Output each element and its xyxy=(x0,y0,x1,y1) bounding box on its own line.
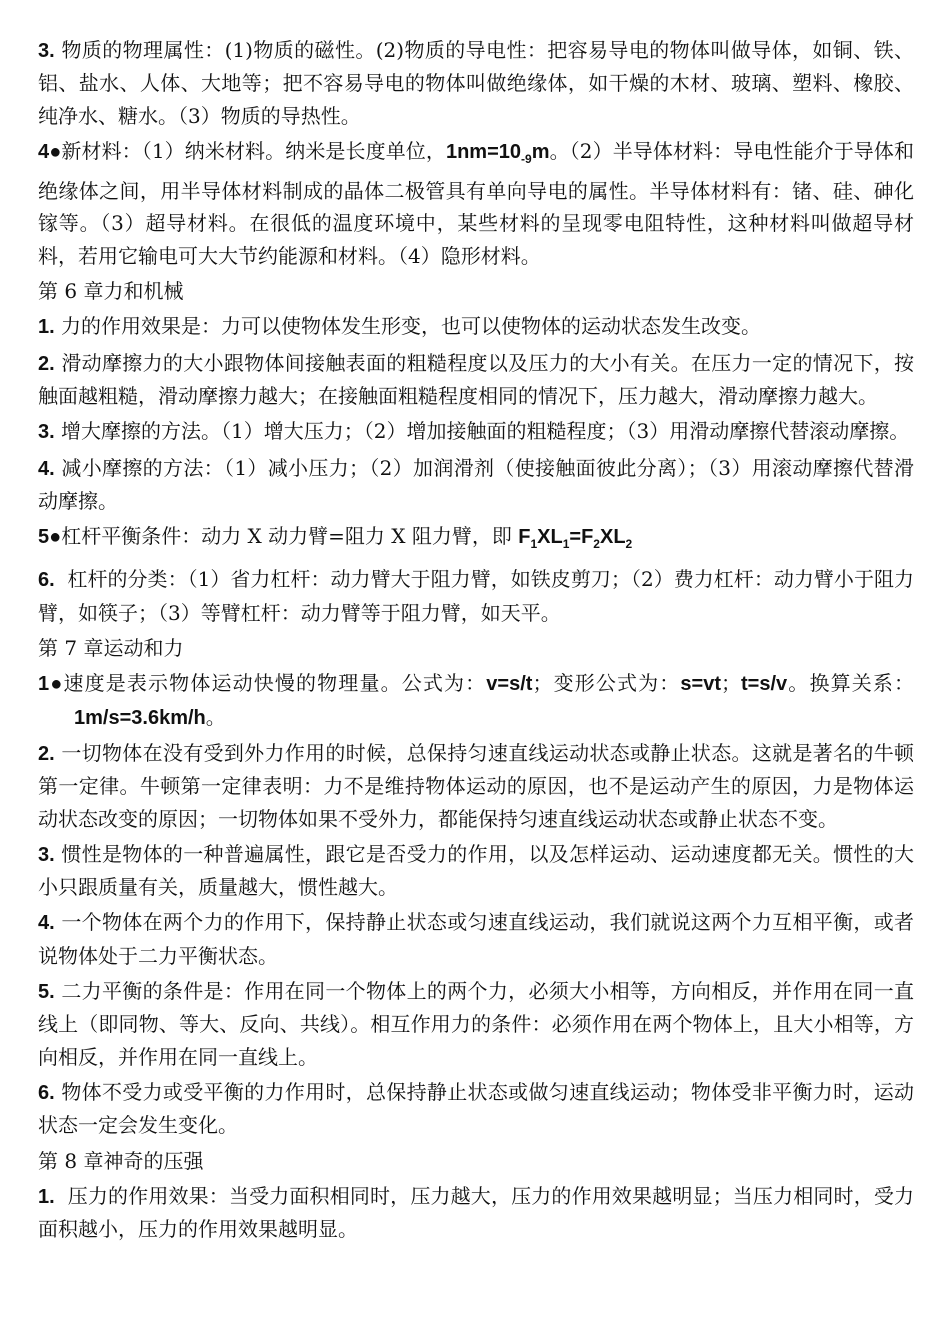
chapter-7-heading: 第 7 章运动和力 xyxy=(38,636,184,661)
paragraph-force-effect xyxy=(38,310,914,343)
lever-formula: $F_1XL_1=F_2XL_2$ xyxy=(518,526,633,552)
paragraph-text: 。（2）半导体材料：导电性能介于导体和绝缘体之间，用半导体材料制成的晶体二极管具有单向导电的属性。半导体材料有：锗、硅、砷化镓等。（3）超导材料。在很低的温度环境中，某些材料的呈现零电阻特性，这种材料叫做超导材料，若用它输电可大大节约能源和材料。（4）隐形材料。 xyxy=(38,138,914,268)
paragraph-text: 增大摩擦的方法。（1）增大压力；（2）增加接触面的粗糙程度；（3）用滑动摩擦代替滚动摩擦。 xyxy=(61,419,910,444)
chapter-8-heading: 第 8 章神奇的压强 xyxy=(38,1148,204,1173)
paragraph-text: 一个物体在两个力的作用下，保持静止状态或匀速直线运动，我们就说这两个力互相平衡，或者说物体处于二力平衡状态。 xyxy=(38,910,915,968)
item-number: 4● xyxy=(38,140,62,163)
paragraph-text: 滑动摩擦力的大小跟物体间接触表面的粗糙程度以及压力的大小有关。在压力一定的情况下，按触面越粗糙，滑动摩擦力越大；在接触面粗糙程度相同的情况下，压力越大，滑动摩擦力越大。 xyxy=(38,350,915,408)
paragraph-increase-friction xyxy=(38,415,914,448)
item-number: 1. xyxy=(38,1185,55,1208)
paragraph-force-balance xyxy=(38,906,914,972)
paragraph-text: ；变形公式为： xyxy=(532,671,681,696)
paragraph-text: 减小摩擦的方法：（1）减小压力；（2）加润滑剂（使接触面彼此分离）；（3）用滚动摩擦代替滑动摩擦。 xyxy=(38,455,914,513)
item-number: 3. xyxy=(38,421,55,444)
paragraph-speed xyxy=(38,667,914,734)
paragraph-text: 。换算关系： xyxy=(787,671,915,696)
item-number: 5. xyxy=(38,981,55,1004)
paragraph-text: 力的作用效果是：力可以使物体发生形变，也可以使物体的运动状态发生改变。 xyxy=(61,314,762,339)
item-number: 1● xyxy=(38,673,64,696)
paragraph-inertia xyxy=(38,838,914,904)
paragraph-lever-types xyxy=(38,563,914,629)
paragraph-text: 二力平衡的条件是：作用在同一个物体上的两个力，必须大小相等，方向相反，并作用在同一直线上（即同物、等大、反向、共线）。相互作用力的条件：必须作用在两个物体上，且大小相等，方向相反，并作用在同一直线上。 xyxy=(38,979,915,1069)
paragraph-text: 杠杆的分类：（1）省力杠杆：动力臂大于阻力臂，如铁皮剪刀；（2）费力杠杆：动力臂小于阻力臂，如筷子；（3）等臂杠杆：动力臂等于阻力臂，如天平。 xyxy=(38,567,914,625)
paragraph-pressure-effect xyxy=(38,1180,914,1246)
paragraph-motion-state xyxy=(38,1076,914,1142)
item-number: 3. xyxy=(38,40,55,62)
paragraph-text: 物质的物理属性：(1)物质的磁性。(2)物质的导电性：把容易导电的物体叫做导体，如铜、铁、铝、盐水、人体、大地等；把不容易导电的物体叫做绝缘体，如干燥的木材、玻璃、塑料、橡胶、纯净水、糖水。（3）物质的导热性。 xyxy=(38,38,914,128)
item-number: 3. xyxy=(38,843,55,866)
item-number: 2. xyxy=(38,742,55,765)
paragraph-text: 新材料：（1）纳米材料。纳米是长度单位， xyxy=(61,138,446,163)
paragraph-text: 。 xyxy=(205,704,226,729)
paragraph-newton-first-law xyxy=(38,737,914,835)
distance-formula: s=vt xyxy=(680,673,722,696)
paragraph-text: 惯性是物体的一种普遍属性，跟它是否受力的作用，以及怎样运动、运动速度都无关。惯性的大小只跟质量有关，质量越大，惯性越大。 xyxy=(38,841,915,900)
paragraph-sliding-friction xyxy=(38,347,914,413)
paragraph-text: 速度是表示物体运动快慢的物理量。公式为： xyxy=(63,671,487,696)
item-number: 4. xyxy=(38,912,55,935)
item-number: 6. xyxy=(38,1081,55,1104)
paragraph-text: 物体不受力或受平衡的力作用时，总保持静止状态或做匀速直线运动；物体受非平衡力时，运动状态一定会发生变化。 xyxy=(38,1079,915,1138)
paragraph-new-materials xyxy=(38,135,914,272)
paragraph-reduce-friction xyxy=(38,452,914,518)
item-number: 5● xyxy=(38,526,62,549)
paragraph-balance-conditions xyxy=(38,975,914,1073)
item-number: 2. xyxy=(38,352,55,375)
item-number: 1. xyxy=(38,316,55,339)
paragraph-text: 杠杆平衡条件：动力 X 动力臂=阻力 X 阻力臂，即 xyxy=(61,524,519,549)
item-number: 6. xyxy=(38,569,55,592)
paragraph-text: 压力的作用效果：当受力面积相同时，压力越大，压力的作用效果越明显；当压力相同时，受力面积越小，压力的作用效果越明显。 xyxy=(38,1183,915,1242)
speed-formula: v=s/t xyxy=(486,673,533,696)
time-formula: t=s/v xyxy=(741,673,788,696)
item-number: 4. xyxy=(38,457,55,480)
nanometer-formula: $1nm=10_{-9}m$ xyxy=(445,140,550,166)
paragraph-text: 一切物体在没有受到外力作用的时候，总保持匀速直线运动状态或静止状态。这就是著名的牛顿第一定律。牛顿第一定律表明：力不是维持物体运动的原因，也不是运动产生的原因，力是物体运动状态改变的原因；一切物体如果不受外力，都能保持匀速直线运动状态或静止状态不变。 xyxy=(38,740,915,831)
chapter-6-heading: 第 6 章力和机械 xyxy=(38,279,184,304)
paragraph-text: ； xyxy=(721,671,742,696)
paragraph-lever-balance xyxy=(38,520,914,560)
paragraph-material-properties xyxy=(38,34,914,132)
unit-conversion: 1m/s=3.6km/h xyxy=(74,706,206,729)
